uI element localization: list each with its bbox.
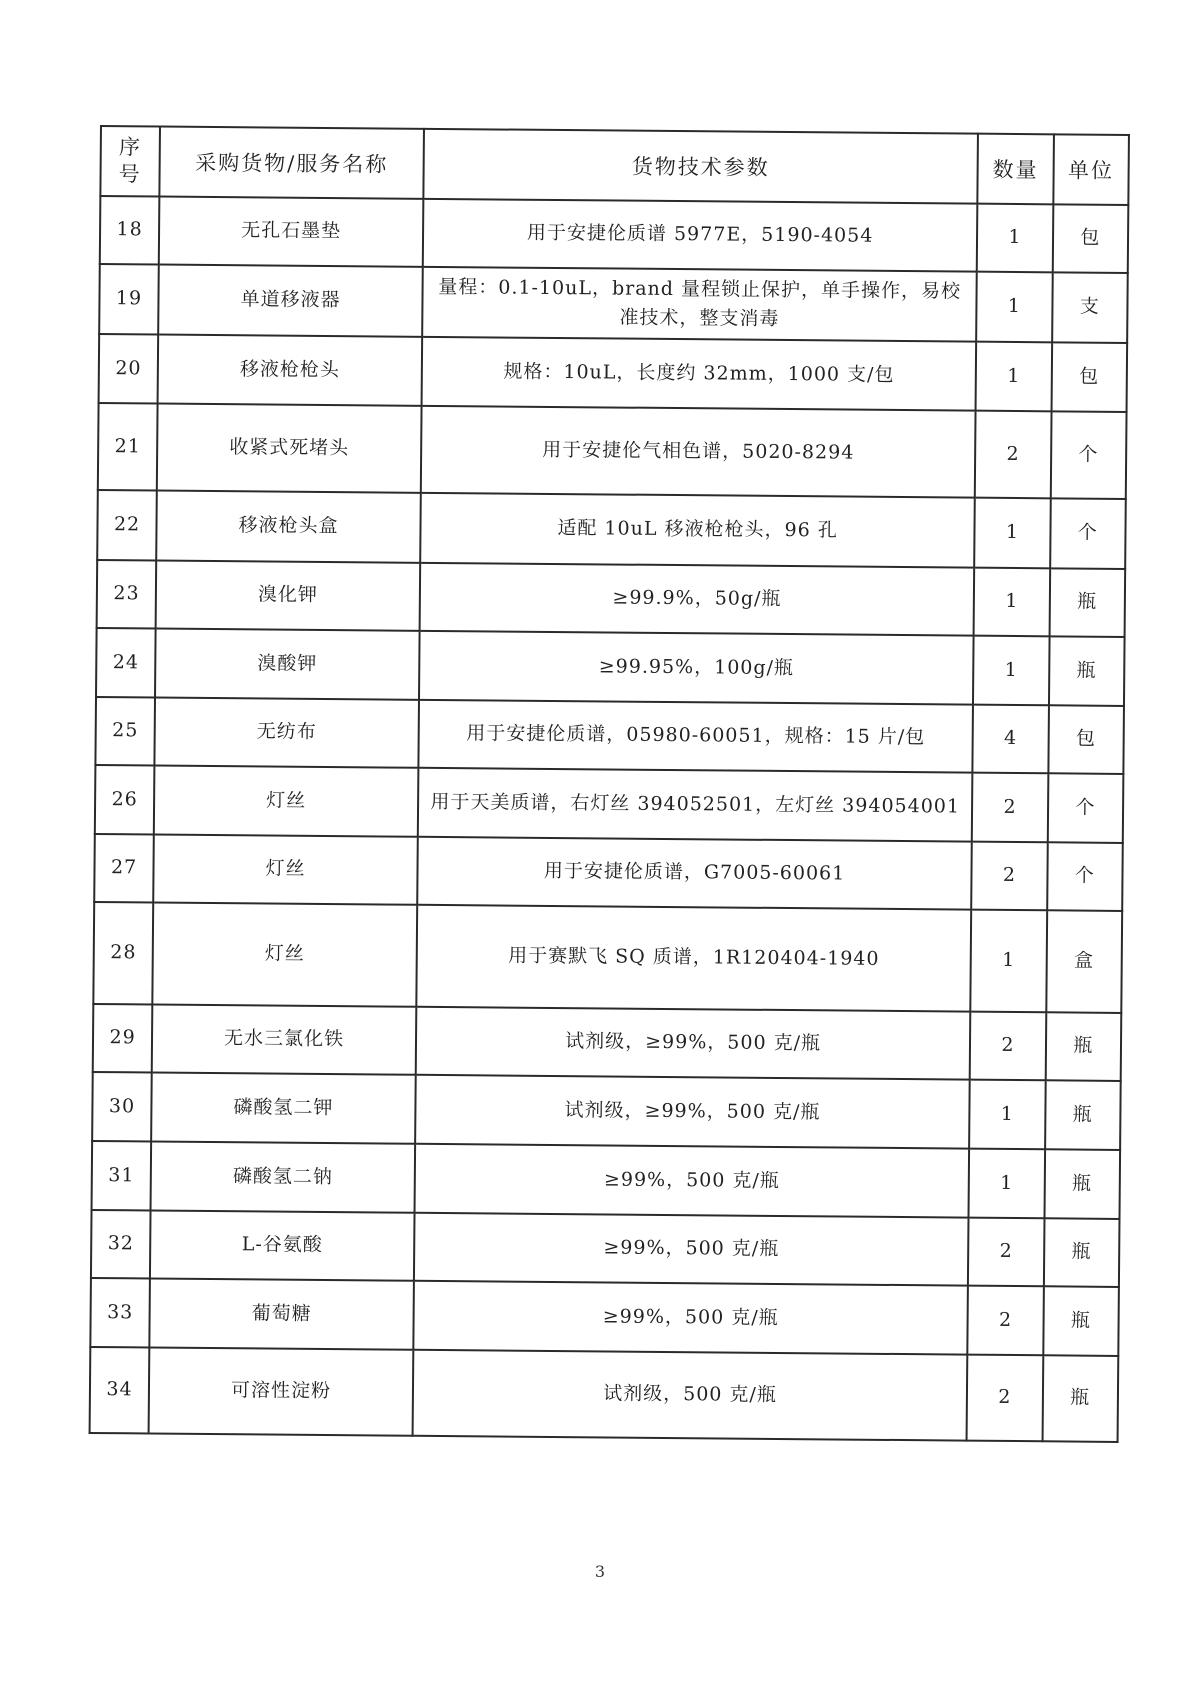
cell-spec: ≥99%，500 克/瓶	[413, 1281, 968, 1355]
header-spec: 货物技术参数	[423, 129, 978, 204]
cell-name: 无水三氯化铁	[152, 1004, 416, 1074]
table-row	[92, 1141, 1121, 1219]
cell-qty: 1	[969, 1080, 1045, 1150]
cell-qty: 2	[970, 1012, 1046, 1081]
header-seq-line2: 号	[118, 162, 142, 187]
cell-unit: 瓶	[1044, 1218, 1120, 1287]
cell-spec: ≥99.95%，100g/瓶	[419, 631, 974, 705]
cell-spec: 试剂级，500 克/瓶	[412, 1350, 967, 1441]
table-row	[100, 196, 1129, 273]
cell-unit: 瓶	[1045, 1080, 1121, 1150]
cell-spec: 用于安捷伦气相色谱，5020-8294	[421, 406, 976, 498]
procurement-table	[89, 125, 1130, 1443]
table-row	[95, 765, 1124, 843]
cell-spec: 量程：0.1-10uL，brand 量程锁止保护，单手操作，易校准技术，整支消毒	[422, 267, 977, 342]
cell-spec: 用于赛默飞 SQ 质谱，1R120404-1940	[416, 905, 971, 1012]
cell-qty: 1	[971, 910, 1047, 1013]
cell-seq: 18	[100, 196, 160, 265]
cell-spec: ≥99.9%，50g/瓶	[420, 563, 975, 636]
table-row	[97, 560, 1126, 637]
table-row	[99, 334, 1128, 412]
table-row	[98, 403, 1127, 499]
cell-seq: 20	[99, 334, 159, 404]
cell-qty: 1	[976, 272, 1052, 343]
cell-spec: ≥99%，500 克/瓶	[414, 1213, 969, 1286]
cell-spec: 规格：10uL，长度约 32mm，1000 支/包	[421, 337, 976, 411]
cell-qty: 2	[968, 1218, 1044, 1287]
cell-name: 单道移液器	[158, 265, 422, 337]
cell-seq: 33	[90, 1278, 150, 1348]
cell-qty: 1	[977, 204, 1053, 273]
header-seq-line1: 序	[118, 134, 143, 160]
cell-unit: 瓶	[1049, 568, 1125, 637]
header-seq	[100, 126, 160, 197]
cell-seq: 25	[95, 697, 155, 766]
cell-seq: 27	[94, 834, 154, 903]
cell-unit: 瓶	[1044, 1149, 1120, 1219]
table-row	[95, 697, 1124, 774]
cell-qty: 2	[971, 842, 1047, 911]
cell-unit: 瓶	[1049, 636, 1125, 706]
header-name: 采购货物/服务名称	[160, 127, 424, 199]
cell-qty: 2	[972, 773, 1048, 843]
table-row	[99, 264, 1128, 343]
cell-name: 无孔石墨垫	[159, 197, 423, 267]
cell-qty: 1	[969, 1149, 1045, 1219]
cell-unit: 包	[1048, 705, 1124, 774]
cell-name: 可溶性淀粉	[149, 1347, 413, 1435]
cell-name: 移液枪枪头	[158, 335, 422, 406]
table-row	[90, 1347, 1119, 1442]
cell-name: 无纺布	[155, 698, 419, 768]
cell-name: 溴化钾	[156, 561, 420, 631]
cell-name: 移液枪头盒	[156, 491, 420, 563]
cell-spec: 试剂级，≥99%，500 克/瓶	[416, 1007, 971, 1080]
page-number: 3	[594, 1562, 606, 1581]
cell-spec: ≥99%，500 克/瓶	[414, 1144, 969, 1218]
cell-spec: 适配 10uL 移液枪枪头，96 孔	[420, 493, 975, 568]
cell-name: 磷酸氢二钠	[151, 1141, 415, 1212]
cell-name: 溴酸钾	[155, 629, 419, 700]
cell-qty: 1	[974, 498, 1050, 569]
cell-seq: 30	[92, 1072, 152, 1142]
cell-unit: 个	[1047, 773, 1123, 843]
cell-unit: 盒	[1046, 910, 1122, 1013]
cell-qty: 1	[976, 342, 1052, 412]
cell-spec: 用于安捷伦质谱，G7005-60061	[417, 837, 972, 910]
cell-qty: 4	[973, 705, 1049, 774]
cell-spec: 用于安捷伦质谱 5977E，5190-4054	[423, 199, 978, 272]
table-row	[96, 628, 1125, 706]
cell-seq: 32	[91, 1210, 151, 1279]
cell-unit: 个	[1047, 842, 1123, 911]
table-header-row	[100, 126, 1129, 205]
cell-unit: 支	[1052, 272, 1128, 343]
cell-name: 灯丝	[153, 834, 417, 904]
cell-spec: 用于天美质谱，右灯丝 394052501，左灯丝 394054001	[418, 768, 973, 842]
cell-unit: 个	[1050, 411, 1126, 499]
table-row	[92, 1072, 1121, 1150]
cell-seq: 26	[95, 765, 155, 835]
cell-unit: 瓶	[1045, 1012, 1121, 1081]
cell-unit: 个	[1050, 498, 1126, 569]
cell-seq: 24	[96, 628, 156, 698]
cell-seq: 23	[97, 560, 157, 629]
cell-qty: 2	[968, 1286, 1044, 1356]
cell-seq: 21	[98, 403, 158, 491]
cell-unit: 包	[1051, 342, 1127, 412]
cell-spec: 用于安捷伦质谱，05980-60051，规格：15 片/包	[418, 700, 973, 773]
cell-name: 葡萄糖	[150, 1278, 414, 1349]
cell-unit: 瓶	[1042, 1355, 1118, 1442]
cell-name: 磷酸氢二钾	[151, 1072, 415, 1143]
cell-qty: 1	[973, 636, 1049, 706]
cell-name: L-谷氨酸	[150, 1210, 414, 1280]
cell-seq: 29	[93, 1004, 153, 1073]
cell-unit: 瓶	[1043, 1286, 1119, 1356]
cell-spec: 试剂级，≥99%，500 克/瓶	[415, 1075, 970, 1149]
table-row	[93, 1004, 1122, 1081]
cell-seq: 34	[90, 1347, 150, 1434]
cell-name: 收紧式死堵头	[157, 404, 421, 493]
table-row	[94, 834, 1123, 911]
table-row	[97, 490, 1126, 569]
cell-seq: 28	[93, 902, 153, 1005]
table-row	[90, 1278, 1119, 1356]
cell-name: 灯丝	[153, 902, 418, 1006]
cell-seq: 22	[97, 490, 157, 561]
header-qty: 数量	[978, 134, 1054, 205]
table-row	[93, 902, 1122, 1013]
cell-qty: 2	[975, 411, 1051, 499]
header-unit: 单位	[1053, 134, 1129, 205]
cell-unit: 包	[1052, 204, 1128, 273]
cell-name: 灯丝	[154, 766, 418, 837]
cell-seq: 31	[92, 1141, 152, 1211]
cell-qty: 1	[974, 568, 1050, 637]
cell-qty: 2	[967, 1355, 1043, 1442]
table-row	[91, 1210, 1120, 1287]
cell-seq: 19	[99, 264, 159, 335]
